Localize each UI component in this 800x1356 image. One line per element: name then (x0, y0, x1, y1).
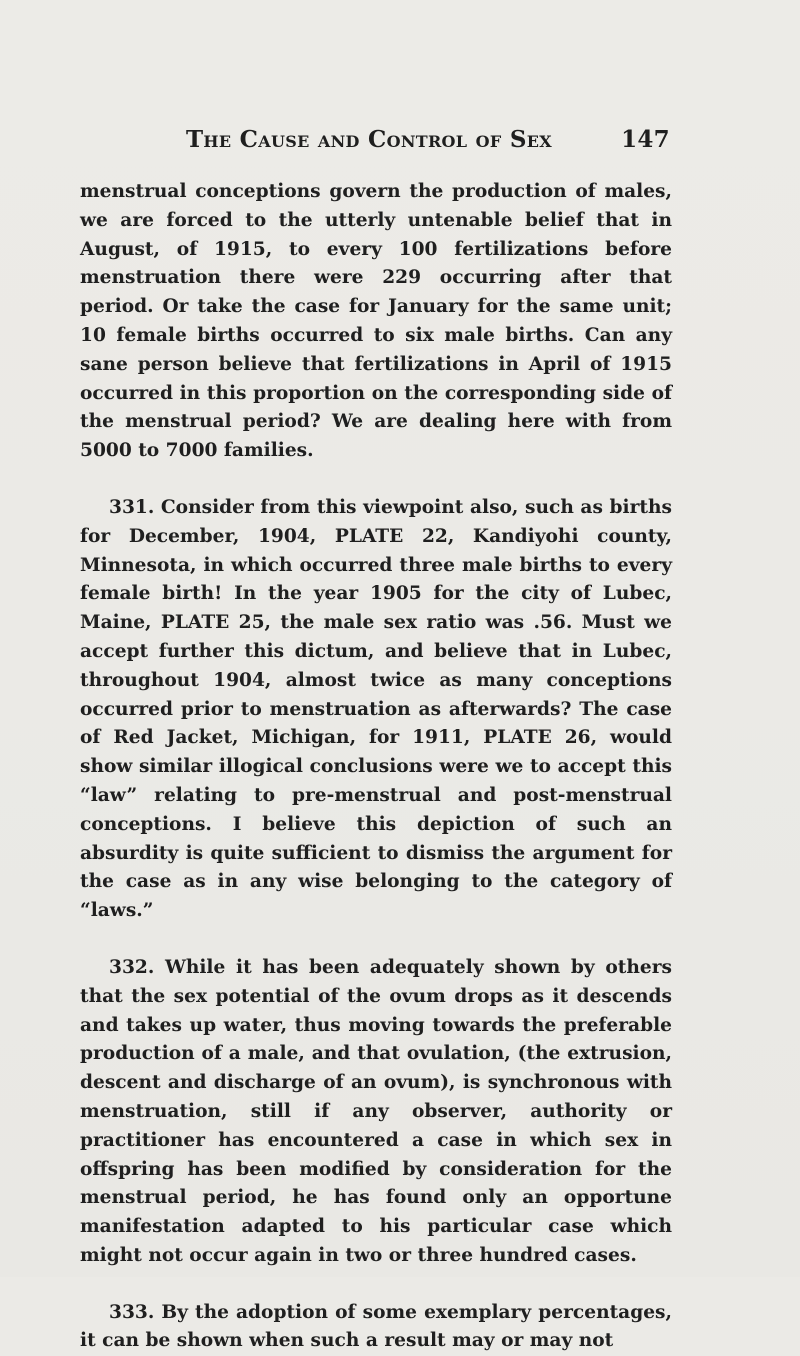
paragraph-333: 333. By the adoption of some exemplary percentages, it can be shown when such a result may or may not (80, 1301, 672, 1352)
paragraph-332: 332. While it has been adequately shown by others that the sex potential of the ovum drops as it descends and takes up water, thus moving towards the preferable production of a male, and that ovulation, (the extrusion, descent and discharge of an ovum), is synchronous with menstruation, still if any observer, authority or practitioner has encountered a case in which sex in offspring has been modified by consideration for the menstrual period, he has found only an opportune manifestation adapted to his particular case which might not occur again in two or three hundred cases. (80, 956, 672, 1266)
running-head (186, 126, 670, 158)
page-number: 147 (621, 126, 670, 153)
running-head-title: The Cause and Control of Sex (186, 126, 552, 153)
paragraph-331: 331. Consider from this viewpoint also, such as births for December, 1904, PLATE 22, Kandiyohi county, Minnesota, in which occurred three male births to every female birth! In the year 1905 for the city of Lubec, Maine, PLATE 25, the male sex ratio was .56. Must we accept further this dictum, and believe that in Lubec, throughout 1904, almost twice as many conceptions occurred prior to menstruation as afterwards? The case of Red Jacket, Michigan, for 1911, PLATE 26, would show similar illogical conclusions were we to accept this “law” relating to pre-menstrual and post-menstrual conceptions. I believe this depiction of such an absurdity is quite sufficient to dismiss the argument for the case as in any wise belonging to the category of “laws.” (80, 496, 672, 922)
paragraph-continued: menstrual conceptions govern the production of males, we are forced to the utterly untenable belief that in August, of 1915, to every 100 fertilizations before menstruation there were 229 occurring after that period. Or take the case for January for the same unit; 10 female births occurred to six male births. Can any sane person believe that fertilizations in April of 1915 occurred in this proportion on the corresponding side of the menstrual period? We are dealing here with from 5000 to 7000 families. (80, 181, 672, 462)
body-text (80, 178, 672, 1356)
